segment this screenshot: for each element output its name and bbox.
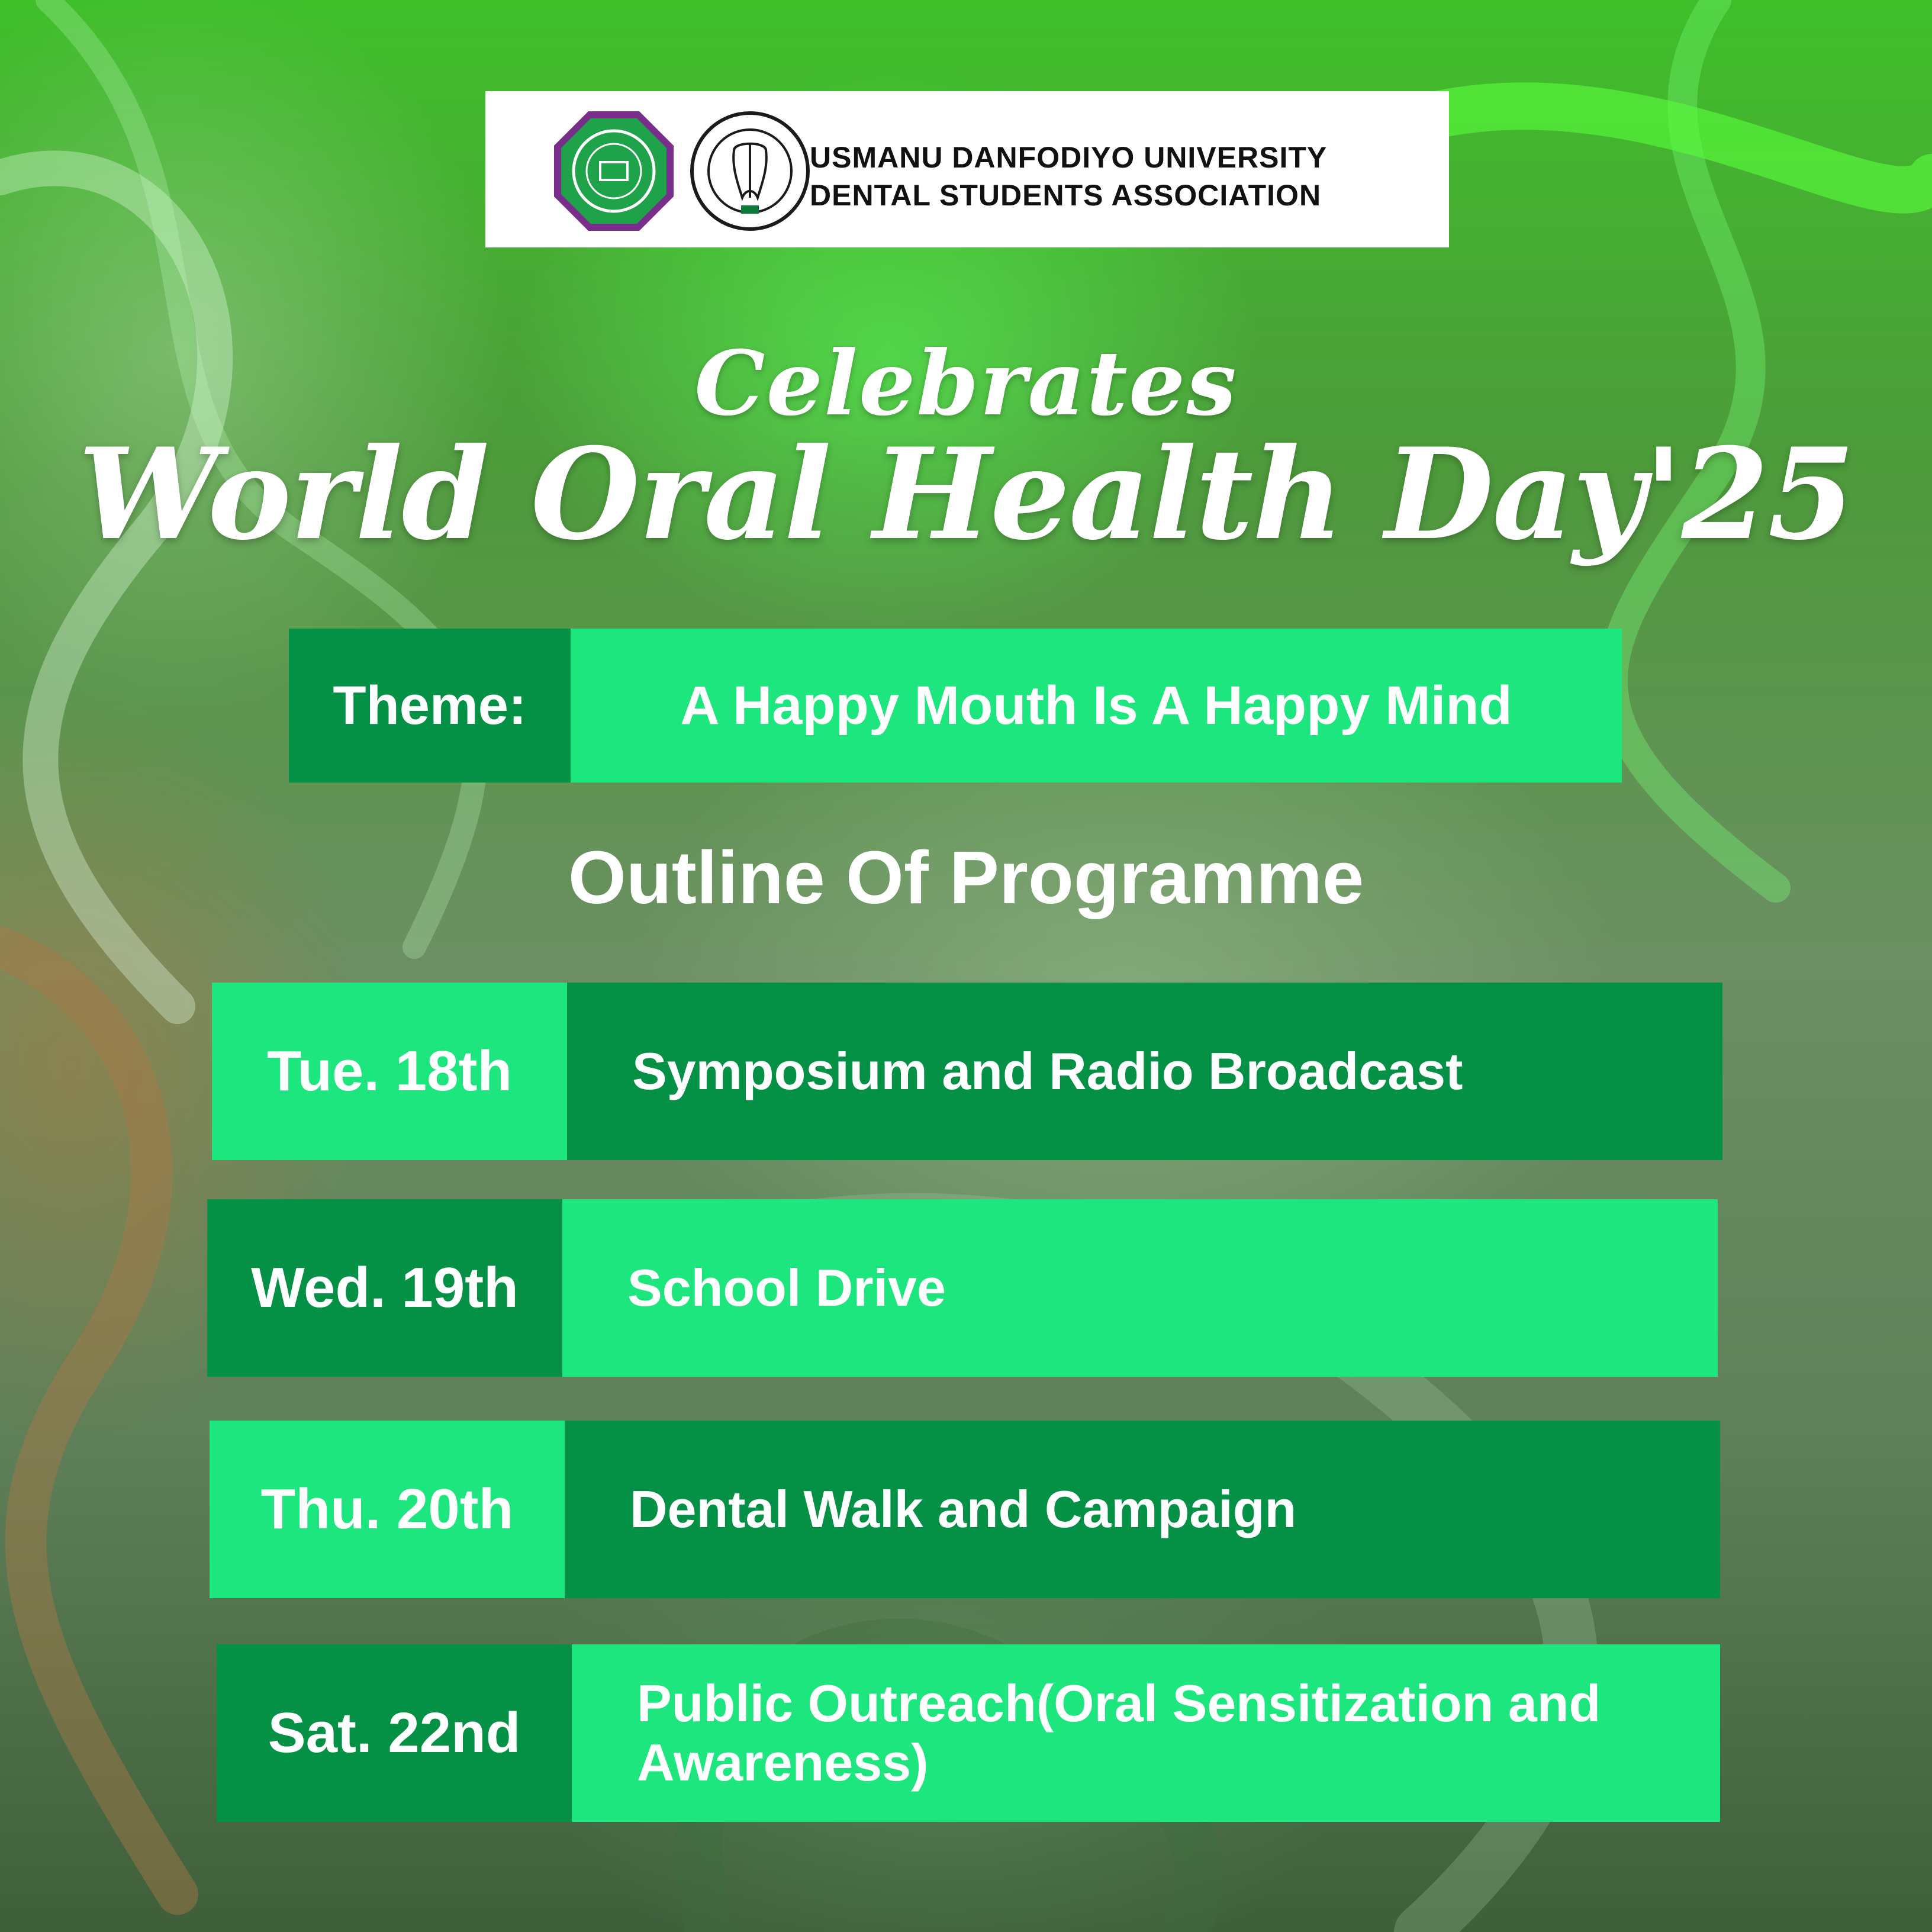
theme-banner: [289, 629, 1622, 783]
org-name-line1: USMANU DANFODIYO UNIVERSITY: [810, 141, 1328, 174]
schedule-row: [210, 1421, 1720, 1598]
schedule-row: [207, 1199, 1718, 1377]
schedule-date: Sat. 22nd: [217, 1644, 572, 1822]
schedule-event: Public Outreach(Oral Sensitization and Awareness): [572, 1644, 1720, 1822]
theme-value: A Happy Mouth Is A Happy Mind: [571, 629, 1622, 783]
schedule-row: [217, 1644, 1720, 1822]
schedule-event: Symposium and Radio Broadcast: [567, 983, 1722, 1160]
programme-outline-title: Outline Of Programme: [568, 836, 1364, 919]
org-name-line2: DENTAL STUDENTS ASSOCIATION: [810, 179, 1322, 212]
event-headline: World Oral Health Day'25: [78, 420, 1854, 568]
header-banner: [485, 91, 1449, 247]
university-seal-logo: [552, 109, 676, 233]
schedule-row: [212, 983, 1722, 1160]
organization-name: [810, 139, 1327, 214]
schedule-date: Wed. 19th: [207, 1199, 562, 1377]
schedule-date: Tue. 18th: [212, 983, 567, 1160]
schedule-event: School Drive: [562, 1199, 1718, 1377]
tooth-caduceus-logo: [688, 109, 812, 233]
schedule-event: Dental Walk and Campaign: [565, 1421, 1720, 1598]
theme-label: Theme:: [289, 629, 571, 783]
schedule-date: Thu. 20th: [210, 1421, 565, 1598]
celebrates-text: Celebrates: [694, 331, 1238, 436]
